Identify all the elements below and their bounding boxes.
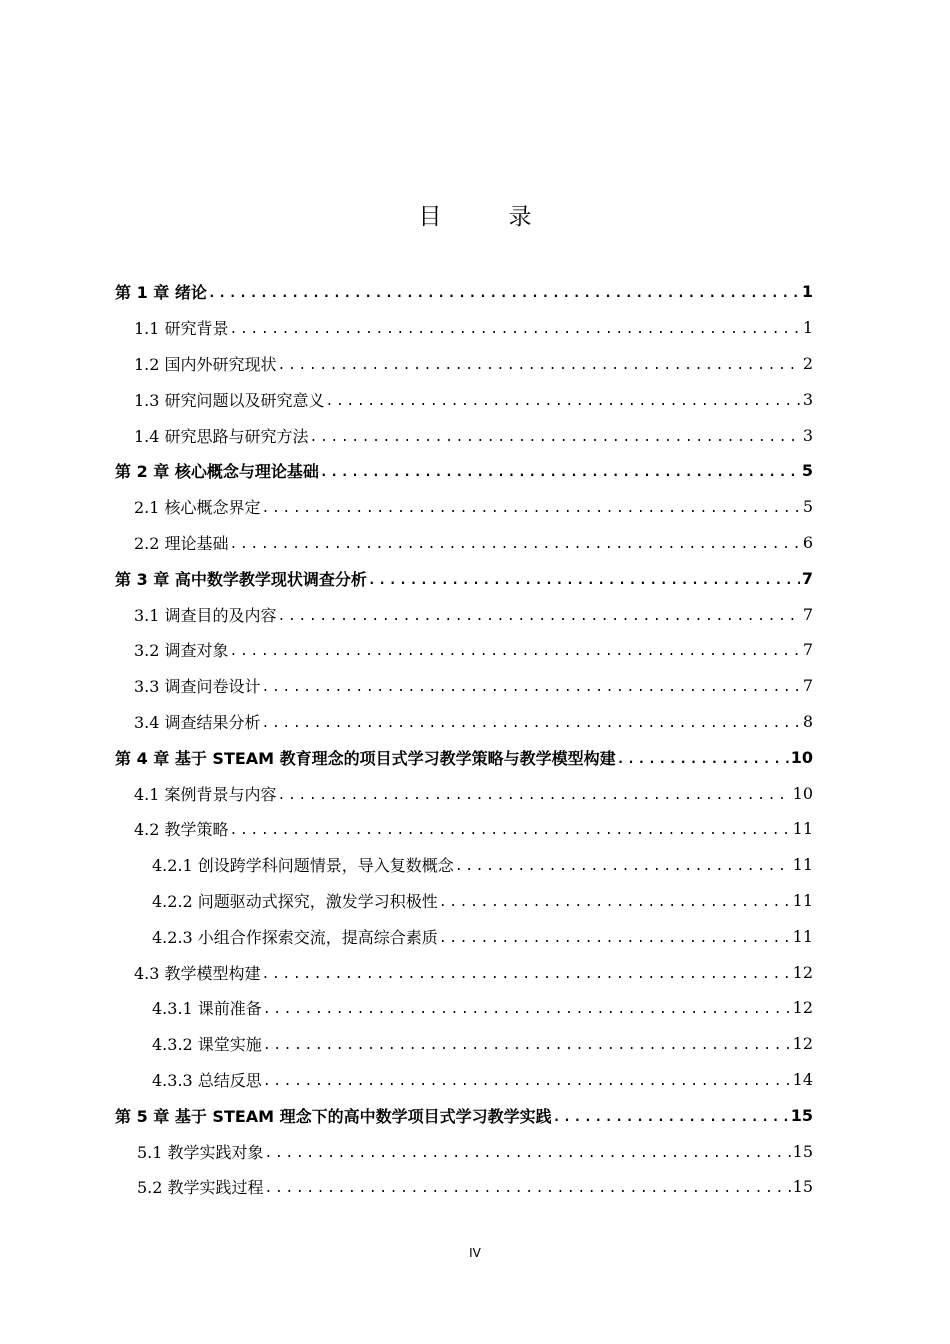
toc-entry-label: 1.3 研究问题以及研究意义 [134, 390, 325, 410]
dot-leader [617, 753, 789, 766]
toc-entry-label: 2.1 核心概念界定 [134, 498, 261, 518]
toc-entry-chapter-5[interactable] [115, 1097, 813, 1133]
toc-entry-chapter-3[interactable] [115, 560, 813, 596]
toc-entry-4-2-3[interactable] [115, 918, 813, 954]
toc-entry-3-1[interactable] [115, 596, 813, 632]
toc-entry-page: 12 [792, 962, 813, 982]
toc-entry-4-3-2[interactable] [115, 1026, 813, 1062]
dot-leader [263, 1075, 791, 1088]
toc-entry-label: 2.2 理论基础 [134, 533, 229, 553]
toc-entry-page: 3 [802, 425, 813, 445]
dot-leader [439, 932, 791, 945]
dot-leader [262, 681, 801, 694]
toc-entry-4-1[interactable] [115, 775, 813, 811]
dot-leader [326, 395, 801, 408]
toc-entry-label: 4.2 教学策略 [134, 820, 229, 840]
toc-entry-page: 1 [801, 282, 813, 302]
toc-entry-label: 3.3 调查问卷设计 [134, 677, 261, 697]
toc-entry-label: 4.2.3 小组合作探索交流，提高综合素质 [152, 927, 438, 947]
toc-entry-page: 6 [802, 532, 813, 552]
dot-leader [553, 1111, 789, 1124]
toc-entry-4-3-3[interactable] [115, 1062, 813, 1098]
dot-leader [265, 1147, 791, 1160]
toc-entry-page: 11 [792, 819, 813, 839]
dot-leader [262, 968, 791, 981]
toc-entry-4-3-1[interactable] [115, 990, 813, 1026]
toc-entry-page: 7 [802, 604, 813, 624]
toc-entry-label: 5.1 教学实践对象 [137, 1142, 264, 1162]
toc-entry-1-4[interactable] [115, 417, 813, 453]
toc-entry-label: 3.4 调查结果分析 [134, 712, 261, 732]
dot-leader [439, 896, 791, 909]
dot-leader [278, 610, 801, 623]
toc-entry-page: 12 [792, 1034, 813, 1054]
dot-leader [230, 323, 801, 336]
toc-entry-label: 4.3.2 课堂实施 [152, 1035, 262, 1055]
toc-entry-label: 1.2 国内外研究现状 [134, 354, 277, 374]
toc-entry-chapter-1[interactable] [115, 274, 813, 310]
toc-entry-label: 5.2 教学实践过程 [137, 1178, 264, 1198]
dot-leader [230, 645, 801, 658]
toc-entry-2-2[interactable] [115, 525, 813, 561]
toc-entry-page: 2 [802, 353, 813, 373]
toc-entry-5-2[interactable] [115, 1169, 813, 1205]
toc-title: 目 录 [418, 204, 554, 230]
dot-leader [320, 466, 800, 479]
toc-entry-page: 14 [792, 1069, 813, 1089]
toc-entry-2-1[interactable] [115, 489, 813, 525]
toc-entry-label: 4.2.1 创设跨学科问题情景，导入复数概念 [152, 856, 454, 876]
toc-entry-label: 4.2.2 问题驱动式探究，激发学习积极性 [152, 891, 438, 911]
toc-entry-page: 5 [801, 461, 813, 481]
toc-entry-1-2[interactable] [115, 346, 813, 382]
toc-entry-label: 1.4 研究思路与研究方法 [134, 426, 309, 446]
toc-entry-4-3[interactable] [115, 954, 813, 990]
dot-leader [230, 538, 801, 551]
dot-leader [208, 287, 800, 300]
toc-entry-page: 15 [792, 1141, 813, 1161]
dot-leader [263, 1039, 791, 1052]
toc-entry-page: 7 [801, 568, 813, 588]
dot-leader [265, 1182, 791, 1195]
toc-entry-page: 10 [792, 783, 813, 803]
toc-entry-1-3[interactable] [115, 381, 813, 417]
toc-entry-3-4[interactable] [115, 704, 813, 740]
toc-entry-3-2[interactable] [115, 632, 813, 668]
toc-entry-page: 5 [802, 497, 813, 517]
dot-leader [262, 502, 801, 515]
toc-entry-label: 4.3.3 总结反思 [152, 1070, 262, 1090]
toc-entry-page: 11 [792, 890, 813, 910]
dot-leader [278, 359, 801, 372]
toc-entry-page: 11 [792, 926, 813, 946]
toc-entry-page: 7 [802, 676, 813, 696]
toc-entry-label: 3.2 调查对象 [134, 641, 229, 661]
toc-entry-label: 4.3.1 课前准备 [152, 999, 262, 1019]
dot-leader [230, 824, 791, 837]
toc-entry-page: 11 [792, 855, 813, 875]
toc-entry-4-2[interactable] [115, 811, 813, 847]
toc-entry-page: 1 [802, 318, 813, 338]
toc-entry-label: 4.1 案例背景与内容 [134, 784, 277, 804]
toc-entry-page: 12 [792, 998, 813, 1018]
dot-leader [262, 717, 801, 730]
dot-leader [278, 789, 791, 802]
toc-entry-1-1[interactable] [115, 310, 813, 346]
toc-entry-5-1[interactable] [115, 1133, 813, 1169]
dot-leader [455, 860, 791, 873]
table-of-contents [115, 274, 813, 1205]
toc-entry-label: 1.1 研究背景 [134, 319, 229, 339]
toc-entry-page: 3 [802, 389, 813, 409]
toc-entry-chapter-4[interactable] [115, 739, 813, 775]
toc-entry-label: 第 4 章 基于 STEAM 教育理念的项目式学习教学策略与教学模型构建 [115, 748, 616, 768]
toc-entry-3-3[interactable] [115, 668, 813, 704]
dot-leader [368, 574, 800, 587]
toc-entry-page: 8 [802, 711, 813, 731]
toc-entry-4-2-2[interactable] [115, 883, 813, 919]
toc-entry-page: 15 [790, 1105, 813, 1125]
dot-leader [263, 1003, 791, 1016]
toc-entry-page: 15 [792, 1177, 813, 1197]
toc-entry-label: 第 5 章 基于 STEAM 理念下的高中数学项目式学习教学实践 [115, 1106, 552, 1126]
toc-entry-label: 第 3 章 高中数学教学现状调查分析 [115, 569, 367, 589]
toc-entry-label: 第 2 章 核心概念与理论基础 [115, 462, 319, 482]
toc-entry-page: 10 [790, 747, 813, 767]
toc-entry-chapter-2[interactable] [115, 453, 813, 489]
toc-entry-label: 第 1 章 绪论 [115, 283, 207, 303]
page-number-footer: IV [469, 1246, 481, 1260]
toc-entry-label: 3.1 调查目的及内容 [134, 605, 277, 625]
toc-entry-label: 4.3 教学模型构建 [134, 963, 261, 983]
toc-entry-4-2-1[interactable] [115, 847, 813, 883]
toc-entry-page: 7 [802, 640, 813, 660]
dot-leader [310, 431, 801, 444]
